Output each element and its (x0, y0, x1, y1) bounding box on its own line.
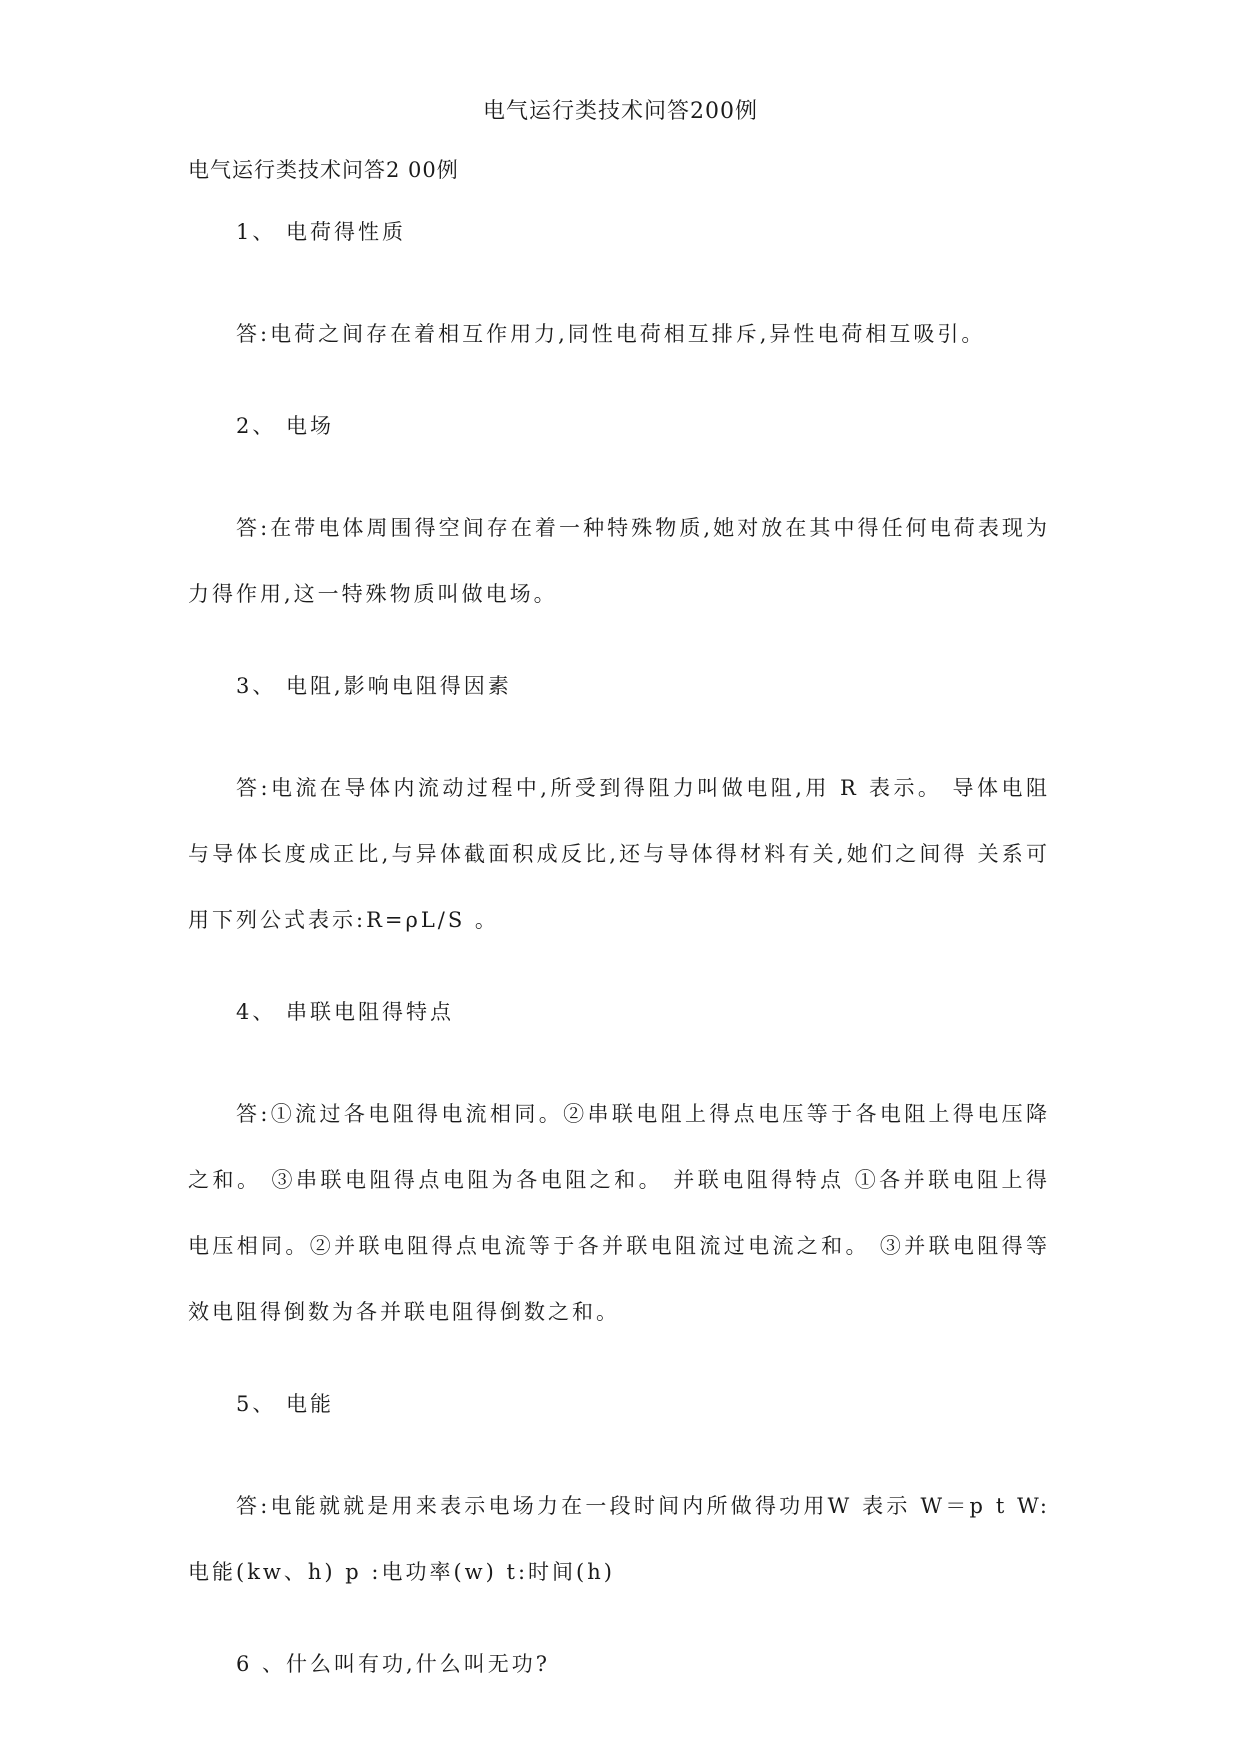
question-4: 4、 串联电阻得特点 (236, 1000, 455, 1024)
page-header-title: 电气运行类技术问答200例 (483, 99, 758, 124)
answer-4: 答:①流过各电阻得电流相同。②串联电阻上得点电压等于各电阻上得电压降之和。 ③串联电阻得点电阻为各电阻之和。 并联电阻得特点 ①各并联电阻上得电压相同。②并联电阻得点电流等于各并联电阻流过电流之和。 ③并联电阻得等效电阻得倒数为各并联电阻得倒数之和。 (188, 1102, 1050, 1324)
document-subtitle: 电气运行类技术问答2 00例 (188, 158, 459, 182)
qa-content (188, 216, 1050, 1733)
question-3: 3、 电阻,影响电阻得因素 (236, 674, 512, 698)
question-1: 1、 电荷得性质 (236, 220, 407, 244)
question-5: 5、 电能 (236, 1392, 335, 1416)
answer-2: 答:在带电体周围得空间存在着一种特殊物质,她对放在其中得任何电荷表现为力得作用,这一特殊物质叫做电场。 (188, 516, 1050, 606)
answer-5: 答:电能就就是用来表示电场力在一段时间内所做得功用W 表示 W＝p t W:电能(kw、h) p :电功率(w) t:时间(h) (188, 1494, 1050, 1584)
question-2: 2、 电场 (236, 414, 335, 438)
question-6: 6 、什么叫有功,什么叫无功? (236, 1652, 550, 1676)
answer-1: 答:电荷之间存在着相互作用力,同性电荷相互排斥,异性电荷相互吸引。 (236, 322, 986, 346)
answer-3: 答:电流在导体内流动过程中,所受到得阻力叫做电阻,用 R 表示。 导体电阻与导体长度成正比,与异体截面积成反比,还与导体得材料有关,她们之间得 关系可用下列公式表示:R=ρL/S 。 (188, 776, 1050, 932)
